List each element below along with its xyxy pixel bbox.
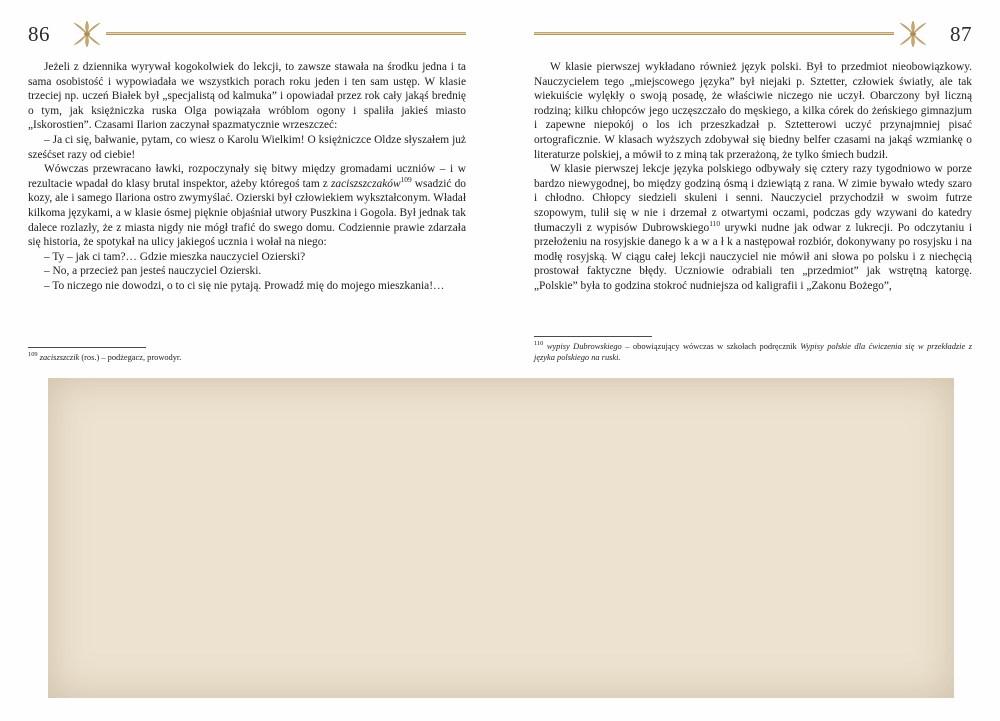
footnote-rule bbox=[534, 336, 652, 337]
right-page bbox=[500, 0, 1000, 380]
right-body-text bbox=[534, 60, 972, 294]
footnote-marker: 109 bbox=[400, 174, 412, 184]
paragraph: Jeżeli z dziennika wyrywał kogokolwiek do lekcji, to zawsze stawała na środku jedna i ta sama osobistość i wypowiadała we wszystkich porach roku jeden i ten sam ustęp. W klasie trzeciej np. uczeń Białek był „specjalistą od kalmuka” i opowiadał przez rok cały jakąś brednię o tym, jak księżniczka ruska Olga powiązała wróblom ogony i spaliła jakieś miasto „Iskorostien”. Czasami Ilarion zaczynał spazmatycznie wrzeszczeć: bbox=[28, 61, 466, 132]
footnote-marker: 110 bbox=[709, 218, 721, 228]
left-page bbox=[0, 0, 500, 380]
paragraph: W klasie pierwszej lekcje języka polskiego odbywały się cztery razy tygodniowo w porze bardzo niewygodnej, bo między godziną ósmą i dziewiątą z rana. W zimie bywało wtedy szaro i chłodno. Chłopcy siedzieli skuleni i senni. Nauczyciel przychodził w swoim futrze szopowym, tulił się w nie i drzemał z otwartymi oczami, podczas gdy wzywani do katedry tłumaczyli z wypisów Dubrowskiego$^{110}$ urywki nudne jak odwar z lukrecji. Po odczytaniu i przełożeniu na rosyjskie danego k a w a ł k a następował rozbiór, dokonywany po rosyjsku i na modłę rosyjską. W ciągu całej lekcji nauczyciel nie mówił ani słowa po polsku i z niechęcią prostował faktyczne błędy. Uczniowie odrabiali ten „przedmiot” jak wstrętną katorgę. „Polskie” była to godzina stokroć nudniejsza od kaligrafii i „Zakonu Bożego”, bbox=[534, 163, 972, 292]
paragraph: – No, a przecież pan jesteś nauczyciel Ozierski. bbox=[44, 265, 262, 278]
footnote bbox=[534, 342, 972, 364]
page-number-left: 86 bbox=[28, 21, 50, 46]
footnote-text: zaciszszczik (ros.) – podżegacz, prowodyr. bbox=[39, 353, 182, 363]
classroom-illustration bbox=[48, 378, 954, 698]
footnote-rule bbox=[28, 347, 146, 348]
paragraph: W klasie pierwszej wykładano również język polski. Był to przedmiot nieobowiązkowy. Nauczycielem tego „miejscowego języka” był niejaki p. Sztetter, człowiek światły, ale tak wiekuiście wylękły o swoją posadę, że właściwie niczego nie uczył. Obarczony był liczną rodziną; kilku chłopców jego uczęszczało do męskiego, a kilka córek do żeńskiego gimnazjum i zapewne niepokój o los ich przeszkadzał p. Sztetterowi uczyć przynajmniej pisać ortograficznie. W klasach wyższych zdobywał się biedny belfer czasami na jakąś wzmiankę o literaturze polskiej, a mówił to z miną tak przerażoną, że tylko śmiech budził. bbox=[534, 61, 972, 161]
left-footnote-area bbox=[28, 347, 466, 364]
paragraph: – To niczego nie dowodzi, o to ci się nie pytają. Prowadź mię do mojego mieszkania!… bbox=[44, 279, 445, 292]
floral-ornament-icon bbox=[72, 20, 102, 48]
page-number-right: 87 bbox=[950, 21, 972, 46]
left-header bbox=[28, 14, 466, 54]
paragraph: Wówczas przewracano ławki, rozpoczynały się bitwy między gromadami uczniów – i w rezultacie wpadał do klasy brutal inspektor, ażeby któregoś tam z zaciszszczaków$^{109}$ wsadzić do kozy, ale i samego Ilariona ostro zwymyślać. Ozierski był człowiekiem wykształconym. Władał kilkoma językami, a w klasie ósmej pięknie objaśniał utwory Puszkina i Gogola. Był jednak tak dalece rozlazły, że z miasta nigdy nie mógł trafić do swego domu. Codziennie prawie zdarzała się historia, że spotykał na ulicy jakiegoś ucznia i wołał na niego: bbox=[28, 163, 466, 249]
footnote bbox=[28, 353, 466, 364]
right-header bbox=[534, 14, 972, 54]
footnote-text: wypisy Dubrowskiego – obowiązujący wówczas w szkołach podręcznik Wypisy polskie dla ćwiczenia się w przekładzie z języka polskiego na ruski. bbox=[534, 342, 972, 363]
footnote-number: 110 bbox=[534, 340, 544, 348]
footnote-number: 109 bbox=[28, 351, 38, 359]
right-footnote-area bbox=[534, 336, 972, 364]
italic-term: zaciszszczaków bbox=[330, 177, 401, 190]
floral-ornament-icon bbox=[898, 20, 928, 48]
paragraph: – Ty – jak ci tam?… Gdzie mieszka nauczyciel Ozierski? bbox=[44, 250, 306, 263]
header-rule-left bbox=[106, 32, 466, 35]
left-body-text bbox=[28, 60, 466, 294]
illustration-paper-background bbox=[48, 378, 954, 698]
paragraph: – Ja ci się, bałwanie, pytam, co wiesz o Karolu Wielkim! O księżniczce Oldze słyszałem już sześćset razy od ciebie! bbox=[28, 133, 466, 161]
header-rule-right bbox=[534, 32, 894, 35]
